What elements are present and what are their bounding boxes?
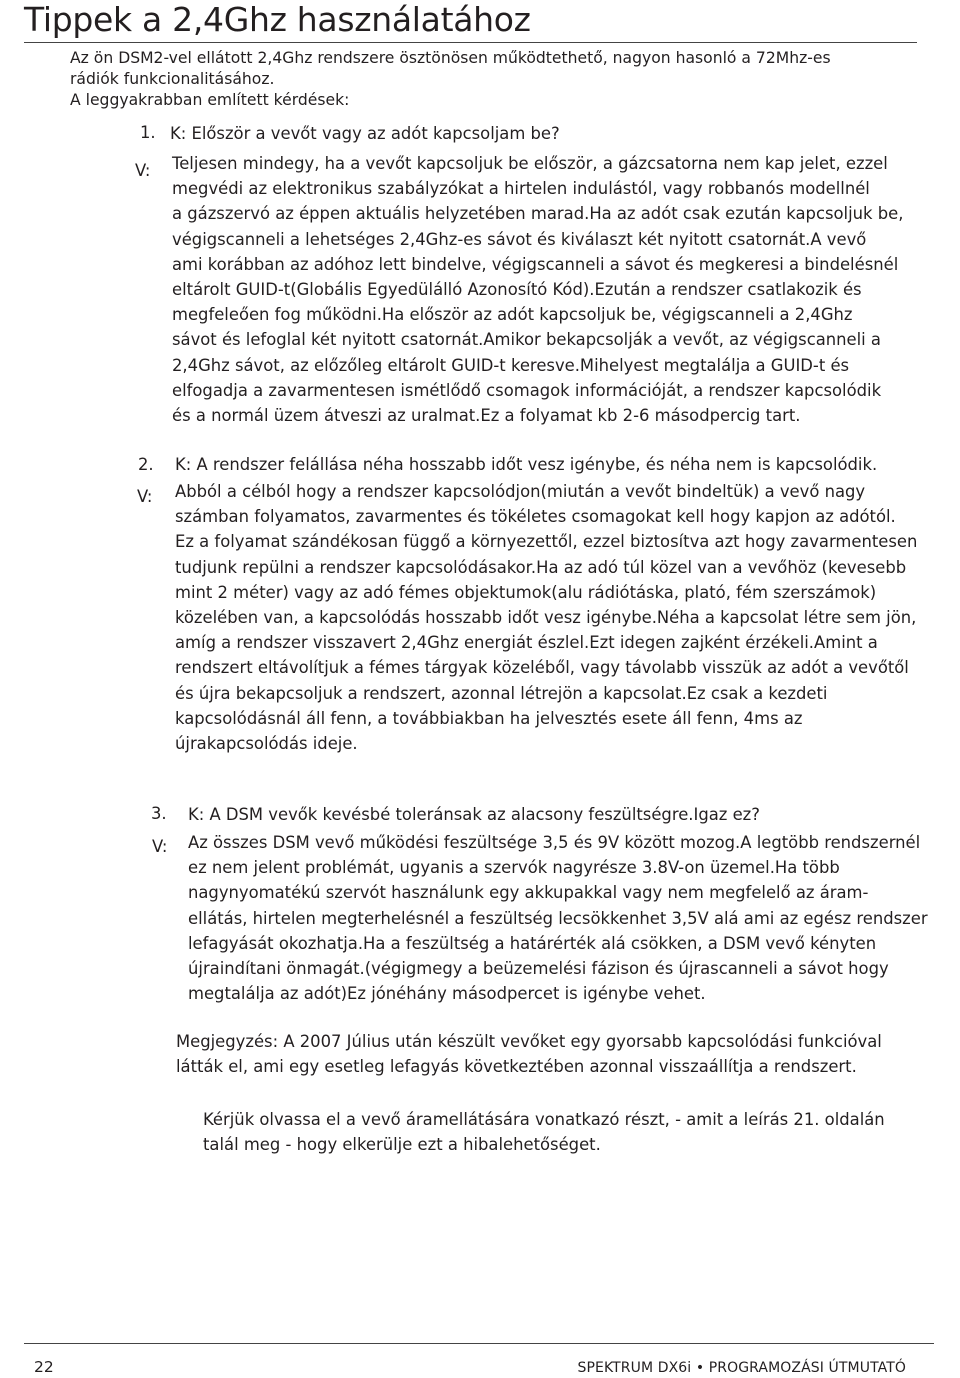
answer-line: tudjunk repülni a rendszer kapcsolódásakor.Ha az adó túl közel van a vevőhöz (kevesebb: [175, 557, 907, 577]
answer-marker: V:: [152, 837, 168, 856]
answer-line: Ez a folyamat szándékosan függő a környezettől, ezzel biztosítva azt hogy zavarmentesen: [175, 532, 918, 552]
note-line: látták el, ami egy esetleg lefagyás következtében azonnal visszaállítja a rendszert.: [176, 1057, 857, 1077]
answer-line: mint 2 méter) vagy az adó fémes objektumok(alu rádiótáska, plató, fém szerszámok): [175, 582, 877, 602]
intro-line: Az ön DSM2-vel ellátott 2,4Ghz rendszere ösztönösen működtethető, nagyon hasonló a 72Mhz-es: [70, 49, 831, 67]
answer-line: eltárolt GUID-t(Globális Egyedülálló Azonosító Kód).Ezután a rendszer csatlakozik és: [172, 280, 862, 300]
footer-title: SPEKTRUM DX6i • PROGRAMOZÁSI ÚTMUTATÓ: [577, 1360, 906, 1376]
note-paragraph: [176, 1029, 956, 1079]
answer-line: megfeleően fog működni.Ha először az adót kapcsoljuk be, végigscanneli a 2,4Ghz: [172, 305, 853, 325]
intro-line: rádiók funkcionalitásához.: [70, 70, 275, 88]
intro-line: A leggyakrabban említett kérdések:: [70, 91, 350, 109]
item-number: 3.: [151, 804, 167, 823]
answer-line: rendszert eltávolítjuk a fémes tárgyak közeléből, vagy távolabb visszük az adót a vevőtől: [175, 658, 909, 678]
question-3: K: A DSM vevők kevésbé toleránsak az alacsony feszültségre.Igaz ez?: [188, 805, 760, 824]
answer-line: a gázszervó az éppen aktuális helyzetében marad.Ha az adót csak ezután kapcsoljuk be,: [172, 204, 904, 224]
answer-line: és újra bekapcsoljuk a rendszert, azonnal létrejön a kapcsolat.Ez csak a kezdeti: [175, 683, 828, 703]
answer-line: újraindítani önmagát.(végigmegy a beüzemelési fázison és újrascanneli a sávot hogy: [188, 959, 889, 979]
answer-line: ez nem jelent problémát, ugyanis a szervók nagyrésze 3.8V-on üzemel.Ha több: [188, 858, 840, 878]
answer-line: elfogadja a zavarmentesen ismétlődő csomagok információját, a rendszer kapcsolódik: [172, 380, 882, 400]
answer-line: Teljesen mindegy, ha a vevőt kapcsoljuk be először, a gázcsatorna nem kap jelet, ezzel: [172, 154, 888, 173]
question-1: K: Először a vevőt vagy az adót kapcsoljam be?: [170, 124, 560, 143]
note-line: Megjegyzés: A 2007 Július után készült vevőket egy gyorsabb kapcsolódási funkcióval: [176, 1032, 882, 1051]
answer-line: lefagyását okozhatja.Ha a feszültség a határérték alá csökken, a DSM vevő kényten: [188, 933, 877, 953]
page-title: Tippek a 2,4Ghz használatához: [24, 0, 531, 39]
reference-line: Kérjük olvassa el a vevő áramellátására vonatkazó részt, - amit a leírás 21. oldalán: [203, 1110, 885, 1129]
answer-line: és a normál üzem átveszi az uralmat.Ez a folyamat kb 2-6 másodpercig tart.: [172, 406, 801, 426]
answer-line: újrakapcsolódás ideje.: [175, 734, 358, 754]
answer-line: Az összes DSM vevő működési feszültsége 3,5 és 9V között mozog.A legtöbb rendszernél: [188, 833, 921, 852]
answer-line: kapcsolódásnál áll fenn, a továbbiakban ha jelvesztés esete áll fenn, 4ms az: [175, 708, 803, 728]
answer-line: nagynyomatékú szervót használunk egy akkupakkal vagy nem megfelelő az áram-: [188, 883, 869, 903]
page-number: 22: [34, 1358, 54, 1376]
reference-paragraph: [203, 1107, 953, 1157]
answer-line: ellátás, hirtelen megterhelésnél a feszültség lecsökkenhet 3,5V alá ami az egész rendszer: [188, 908, 928, 928]
reference-line: talál meg - hogy elkerülje ezt a hibalehetőséget.: [203, 1135, 601, 1155]
question-2: K: A rendszer felállása néha hosszabb időt vesz igénybe, és néha nem is kapcsolódik.: [175, 455, 878, 474]
item-number: 1.: [140, 123, 156, 142]
answer-marker: V:: [135, 161, 151, 180]
answer-line: megvédi az elektronikus szabályzókat a hirtelen indulástól, vagy robbanós modellnél: [172, 179, 870, 199]
answer-line: végigscanneli a lehetséges 2,4Ghz-es sávot és kiválaszt két nyitott csatornát.A vevő: [172, 229, 867, 249]
item-number: 2.: [138, 455, 154, 474]
answer-line: Abból a célból hogy a rendszer kapcsolódjon(miután a vevőt bindeltük) a vevő nagy: [175, 482, 866, 501]
answer-line: ami korábban az adóhoz lett bindelve, végigscanneli a sávot és megkeresi a bindelésnél: [172, 254, 899, 274]
answer-line: sávot és lefoglal két nyitott csatornát.Amikor bekapcsolják a vevőt, az végigscanneli a: [172, 330, 881, 350]
answer-line: számban folyamatos, zavarmentes és tökéletes csomagokat kell hogy kapjon az adótól.: [175, 507, 896, 527]
answer-marker: V:: [137, 487, 153, 506]
title-divider: [24, 42, 917, 43]
answer-2: [175, 479, 955, 756]
answer-line: megtalálja az adót)Ez jónéhány másodpercet is igénybe vehet.: [188, 984, 706, 1004]
answer-line: 2,4Ghz sávot, az előzőleg eltárolt GUID-t keresve.Mihelyest megtalálja a GUID-t és: [172, 355, 850, 375]
footer-divider: [24, 1343, 934, 1344]
intro-text: [70, 48, 920, 111]
answer-1: [172, 151, 952, 428]
answer-line: közelében van, a kapcsolódás hosszabb időt vesz igénybe.Néha a kapcsolat létre sem jön,: [175, 608, 917, 628]
answer-3: [188, 830, 958, 1006]
answer-line: amíg a rendszer visszavert 2,4Ghz energiát észlel.Ezt idegen zajként érzékeli.Amint a: [175, 633, 878, 653]
